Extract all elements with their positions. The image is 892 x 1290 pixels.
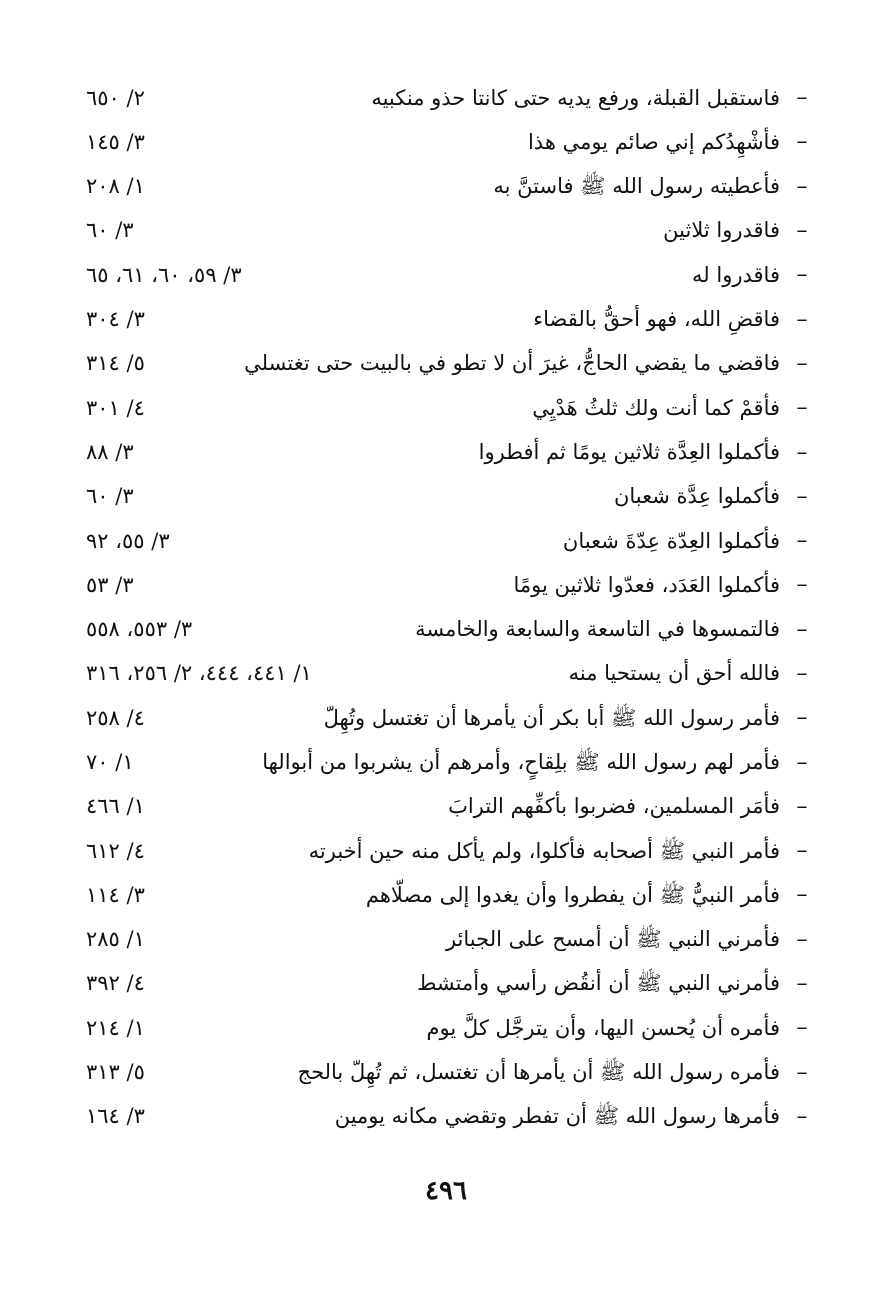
entry-dash: –: [796, 173, 808, 199]
index-entry: [80, 519, 812, 563]
entry-dash: –: [796, 1059, 808, 1085]
entry-reference: ٣/ ٥٩، ٦٠، ٦١، ٦٥: [86, 262, 242, 287]
entry-dash: –: [796, 1015, 808, 1041]
entry-text: فأمر لهم رسول الله ﷺ بلِقاحٍ، وأمرهم أن يشربوا من أبوالها: [262, 750, 780, 774]
index-entry: [80, 165, 812, 209]
entry-text: فاقضِ الله، فهو أحقُّ بالقضاء: [533, 307, 780, 332]
entry-reference: ٢/ ٦٥٠: [86, 85, 145, 110]
entry-text: فأكملوا عِدَّة شعبان: [613, 484, 780, 509]
entry-reference: ٣/ ٥٣: [86, 572, 134, 597]
index-entry: [80, 918, 812, 962]
index-entry: [80, 1095, 812, 1139]
entry-dash: –: [796, 483, 808, 509]
entry-reference: ٣/ ٥٥٣، ٥٥٨: [86, 617, 193, 642]
index-entry: [80, 829, 812, 873]
entry-text: فأشْهِدُكم إني صائم يومي هذا: [527, 129, 780, 154]
entry-dash: –: [796, 926, 808, 952]
index-entry: [80, 209, 812, 253]
entry-reference: ٥/ ٣١٣: [86, 1060, 145, 1085]
entry-text: فاستقبل القبلة، ورفع يديه حتى كانتا حذو منكبيه: [371, 85, 780, 110]
entry-dash: –: [796, 85, 808, 111]
entry-text: فالتمسوها في التاسعة والسابعة والخامسة: [415, 617, 780, 642]
entry-reference: ٣/ ٨٨: [86, 439, 134, 464]
entry-dash: –: [796, 572, 808, 598]
entry-reference: ٣/ ٦٠: [86, 218, 134, 243]
entry-dash: –: [796, 971, 808, 997]
entry-reference: ٣/ ١٦٤: [86, 1104, 145, 1129]
index-entry: [80, 652, 812, 696]
entry-dash: –: [796, 838, 808, 864]
entry-dash: –: [796, 218, 808, 244]
entry-dash: –: [796, 306, 808, 332]
entry-text: فأمره رسول الله ﷺ أن يأمرها أن تغتسل، ثم تُهِلّ بالحج: [297, 1060, 780, 1085]
entry-reference: ٤/ ٢٥٨: [86, 705, 145, 730]
index-entry: [80, 785, 812, 829]
entry-dash: –: [796, 661, 808, 686]
entry-reference: ١/ ٤٤١، ٤٤٤، ٢/ ٢٥٦، ٣١٦: [86, 661, 312, 686]
entry-dash: –: [796, 395, 808, 421]
entry-reference: ٤/ ٦١٢: [86, 838, 145, 863]
entry-reference: ١/ ٤٦٦: [86, 794, 145, 819]
entry-reference: ١/ ٢٠٨: [86, 174, 145, 199]
index-entry: [80, 696, 812, 740]
entry-reference: ٣/ ٥٥، ٩٢: [86, 528, 170, 553]
index-entry: [80, 475, 812, 519]
entry-reference: ٣/ ١٤٥: [86, 129, 145, 154]
entry-text: فأمرني النبي ﷺ أن أمسح على الجبائر: [445, 927, 780, 952]
index-entry: [80, 120, 812, 164]
page-number: ٤٩٦: [425, 1176, 467, 1206]
entry-dash: –: [796, 439, 808, 465]
index-entry: [80, 962, 812, 1006]
entry-dash: –: [796, 262, 808, 288]
entry-dash: –: [796, 616, 808, 642]
entry-dash: –: [796, 749, 808, 775]
entry-dash: –: [796, 793, 808, 819]
entry-dash: –: [796, 882, 808, 908]
entry-text: فأكملوا العَدَد، فعدّوا ثلاثين يومًا: [513, 572, 780, 597]
index-entry: [80, 297, 812, 341]
hadith-index-list: [80, 76, 812, 1139]
index-entry: [80, 253, 812, 297]
entry-dash: –: [796, 129, 808, 155]
entry-reference: ٣/ ٦٠: [86, 484, 134, 509]
entry-text: فأعطيته رسول الله ﷺ فاستنَّ به: [493, 174, 780, 199]
entry-text: فأكملوا العِدَّة ثلاثين يومًا ثم أفطروا: [478, 439, 780, 464]
entry-reference: ٣/ ١١٤: [86, 882, 145, 907]
entry-text: فاقضي ما يقضي الحاجُّ، غيرَ أن لا تطو في بالبيت حتى تغتسلي: [244, 351, 780, 376]
index-entry: [80, 608, 812, 652]
index-entry: [80, 342, 812, 386]
entry-text: فأمرها رسول الله ﷺ أن تفطر وتقضي مكانه يومين: [334, 1104, 780, 1129]
entry-dash: –: [796, 705, 808, 731]
entry-dash: –: [796, 350, 808, 376]
entry-text: فأمر النبي ﷺ أصحابه فأكلوا، ولم يأكل منه حين أخبرته: [308, 838, 780, 863]
entry-text: فأكملوا العِدّة عِدّةَ شعبان: [562, 528, 780, 553]
entry-text: فالله أحق أن يستحيا منه: [568, 661, 780, 686]
entry-reference: ١/ ٢١٤: [86, 1015, 145, 1040]
entry-reference: ٤/ ٣٩٢: [86, 971, 145, 996]
index-entry: [80, 740, 812, 784]
entry-reference: ٤/ ٣٠١: [86, 395, 145, 420]
index-entry: [80, 563, 812, 607]
entry-reference: ٣/ ٣٠٤: [86, 307, 145, 332]
entry-reference: ١/ ٧٠: [86, 750, 134, 774]
index-entry: [80, 873, 812, 917]
entry-reference: ١/ ٢٨٥: [86, 927, 145, 952]
entry-text: فأمر النبيُّ ﷺ أن يفطروا وأن يغدوا إلى مصلّاهم: [365, 882, 780, 907]
entry-reference: ٥/ ٣١٤: [86, 351, 145, 376]
entry-text: فأمره أن يُحسن اليها، وأن يترجَّل كلَّ يوم: [426, 1015, 780, 1040]
entry-dash: –: [796, 528, 808, 554]
index-entry: [80, 1006, 812, 1050]
entry-text: فاقدروا له: [692, 262, 780, 287]
index-entry: [80, 386, 812, 430]
index-entry: [80, 76, 812, 120]
entry-dash: –: [796, 1103, 808, 1129]
index-entry: [80, 430, 812, 474]
entry-text: فاقدروا ثلاثين: [663, 218, 780, 243]
entry-text: فأمَر المسلمين، فضربوا بأكفِّهم الترابَ: [448, 794, 780, 819]
entry-text: فأقمْ كما أنت ولك ثلثُ هَدْيِي: [532, 395, 780, 420]
entry-text: فأمرني النبي ﷺ أن أنقُض رأسي وأمتشط: [416, 971, 780, 996]
index-entry: [80, 1051, 812, 1095]
entry-text: فأمر رسول الله ﷺ أبا بكر أن يأمرها أن تغتسل وتُهِلّ: [323, 705, 780, 730]
